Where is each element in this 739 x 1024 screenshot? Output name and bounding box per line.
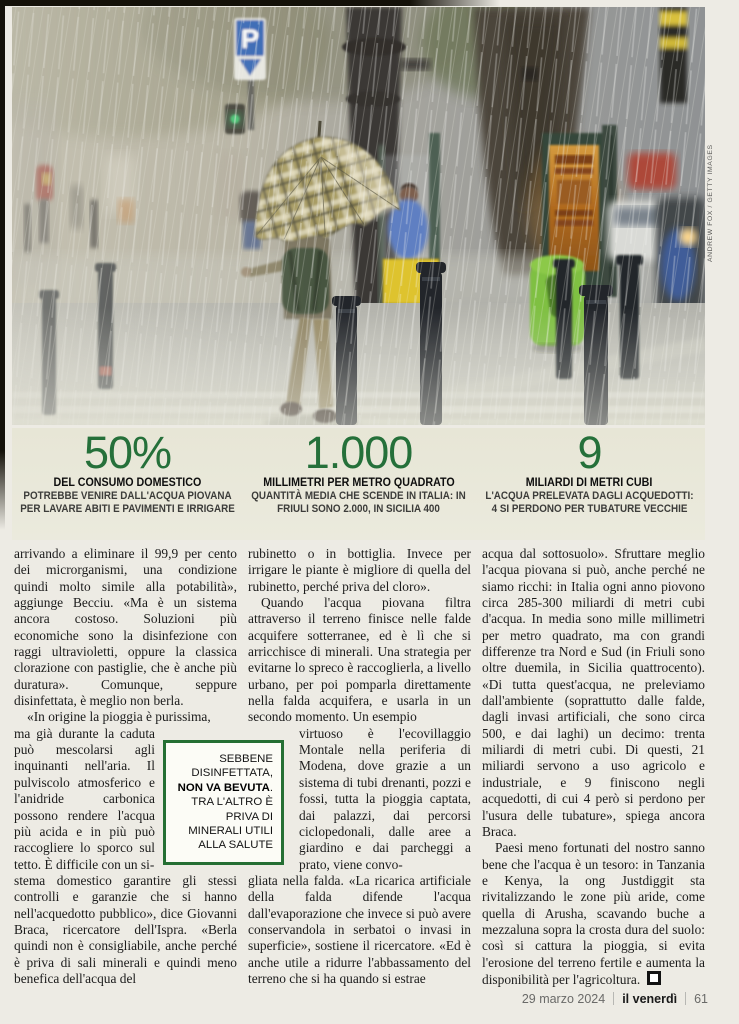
- paragraph: Quando l'acqua piovana filtra attraverso il terreno finisce nelle falde acquifere sotterranee, ed è lì che si arricchisce di minerali. Una strategia per evitarne lo spreco è raccoglierla, a livello urbano, per poi pomparla direttamente nella falda acquifera, e usarla in un secondo momento. Un esempio: [248, 595, 471, 725]
- paragraph: «In origine la pioggia è purissima,: [27, 709, 211, 725]
- magazine-name: il venerdì: [622, 992, 678, 1006]
- stat-value: 9: [577, 427, 602, 478]
- end-of-article-icon: [647, 971, 661, 985]
- stat-domestic-consumption: [12, 428, 243, 517]
- stat-label: DEL CONSUMO DOMESTICO: [53, 476, 202, 489]
- article-column-3: [482, 546, 705, 988]
- paragraph-wrapped: ma già durante la caduta può mescolarsi agli inquinanti nell'aria. Il pulviscolo atmosferico e l'anidride carbonica possono rendere l'acqua più acida e in più può raccogliere lo sporco sul tetto. È difficile con un si-: [14, 725, 155, 872]
- stats-band: [12, 428, 705, 540]
- article-body: [14, 546, 706, 988]
- paragraph-wrapped: virtuoso è l'ecovillaggio Montale nella periferia di Modena, dove grazie a un sistema di tubi drenanti, pozzi e fossi, tutta la pioggia captata, dai palazzi, dai percorsi ciclopedonali, dalle aree a giardino e dai parcheggi a prato, viene convo-: [299, 725, 471, 872]
- paragraph: Paesi meno fortunati del nostro sanno bene che l'acqua è un tesoro: in Tanzania e Kenya, la ong Justdiggit sta rivitalizzando le zone più aride, come quella di Arusha, scavando buche a mezzaluna sopra la crosta dura del suolo: così si cattura la pioggia, si evita l'erosione del terreno fertile e aumenta la disponibilità per l'agricoltura.: [482, 840, 705, 987]
- stat-label: MILIARDI DI METRI CUBI: [526, 476, 653, 489]
- stat-value: 1.000: [304, 427, 413, 478]
- footer-date: 29 marzo 2024: [521, 992, 606, 1006]
- stat-rainfall: [243, 428, 474, 517]
- photo-credit: ANDREW FOX / GETTY IMAGES: [707, 144, 714, 262]
- pull-quote: [163, 740, 284, 865]
- pull-quote-text: . TRA L'ALTRO È PRIVA DI MINERALI UTILI ALLA SALUTE: [188, 781, 273, 852]
- stat-label: MILLIMETRI PER METRO QUADRATO: [262, 476, 455, 489]
- pull-quote-bold: NON VA BEVUTA: [177, 781, 270, 794]
- hero-photo: [12, 7, 705, 425]
- scan-edge-left: [0, 0, 5, 530]
- page-footer: [14, 992, 708, 1006]
- paragraph: arrivando a eliminare il 99,9 per cento dei microrganismi, una condizione quindi molto simile alla potabilità», aggiunge Becciu. «Ma è un sistema ancora costoso. Soluzioni più economiche sono la disinfezione con raggi ultravioletti, oppure la classica clorazione con pastiglie, che è anche più duratura». Comunque, seppure disinfettata, è meglio non berla.: [14, 546, 237, 709]
- stat-description: POTREBBE VENIRE DALL'ACQUA PIOVANA PER LAVARE ABITI E PAVIMENTI E IRRIGARE: [20, 489, 235, 516]
- stat-description: L'ACQUA PRELEVATA DAGLI ACQUEDOTTI: 4 SI PERDONO PER TUBATURE VECCHIE: [485, 489, 694, 516]
- stat-value: 50%: [83, 427, 172, 478]
- street-rain-scene: [12, 7, 705, 425]
- pull-quote-text: SEBBENE DISINFETTATA,: [191, 753, 273, 780]
- paragraph: acqua dal sottosuolo». Sfruttare meglio l'acqua piovana si può, anche perché ne siamo ricchi: in Italia ogni anno piovono circa 285-300 miliardi di metri cubi d'acqua. In media sono mille millimetri per metro quadrato, ma con grandi differenze tra Nord e Sud (in Friuli sono oltre duemila, in Sicilia quattrocento). «Di tutta quest'acqua, ne preleviamo dall'ambiente (soprattutto dalle falde, dagli invasi artificiali, che sono circa 500, e dai laghi) un decimo: trenta miliardi di metri cubi. Di questi, 21 miliardi servono a uso agricolo e industriale, e 9 finiscono negli acquedotti, di cui 4 però si perdono per l'usura delle tubature», spiega ancora Braca.: [482, 546, 705, 839]
- rain-overlay: [12, 7, 705, 425]
- paragraph: gliata nella falda. «La ricarica artificiale della falda difende l'acqua dall'evaporazione che invece si può avere conservandola in serbatoi o invasi in superficie», sostiene il ricercatore. «Ed è anche utile a ridurre l'abbassamento del terreno che si ha quando si estrae: [248, 872, 471, 986]
- page-number: 61: [694, 992, 708, 1006]
- paragraph: rubinetto o in bottiglia. Invece per irrigare le piante è migliore di quella del rubinetto, perché priva del cloro».: [248, 546, 471, 594]
- footer-divider: [613, 992, 614, 1005]
- stat-description: QUANTITÀ MEDIA CHE SCENDE IN ITALIA: IN FRIULI SONO 2.000, IN SICILIA 400: [251, 489, 466, 516]
- footer-divider: [685, 992, 686, 1005]
- paragraph: stema domestico garantire gli stessi controlli e garanzie che si hanno nell'acquedotto pubblico», dice Giovanni Braca, ricercatore dell'Ispra. «Berla quindi non è consigliabile, anche perché è priva di sali minerali e quindi meno benefica dell'acqua del: [14, 872, 237, 986]
- scan-edge-top: [0, 0, 500, 6]
- stat-aqueducts: [474, 428, 705, 517]
